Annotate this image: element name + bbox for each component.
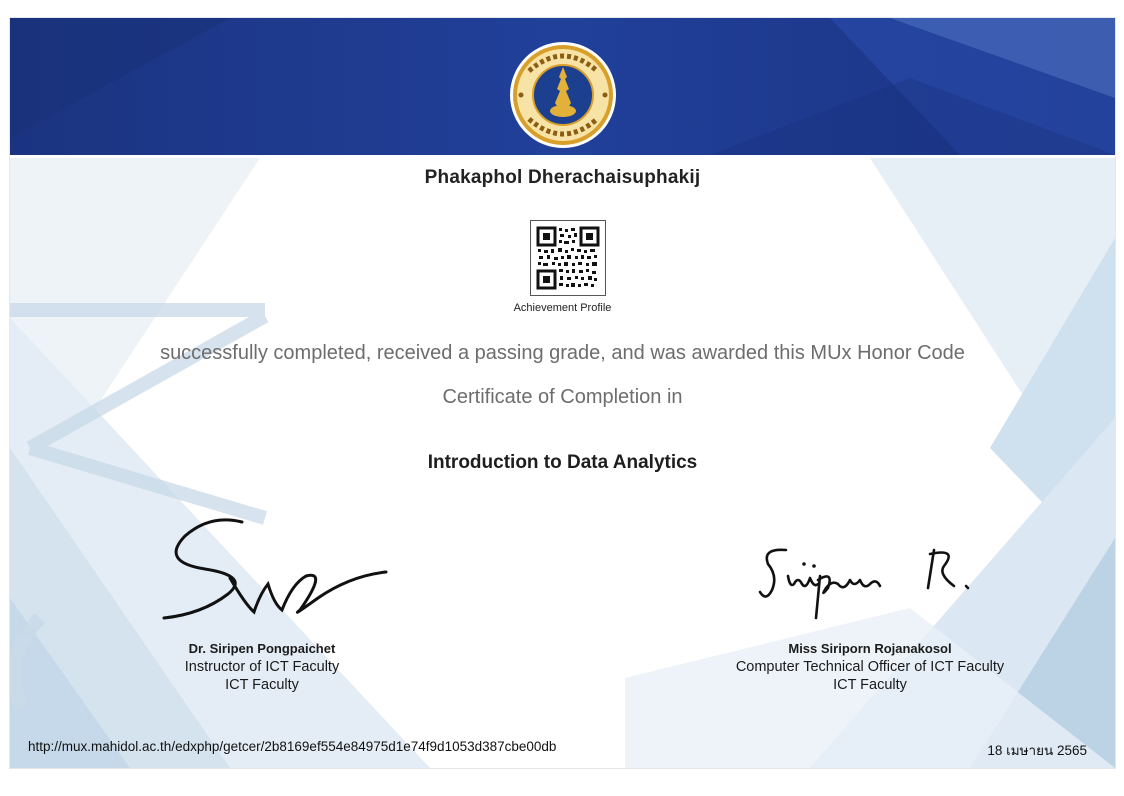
qr-code[interactable] (530, 220, 606, 296)
course-title: Introduction to Data Analytics (427, 452, 698, 473)
recipient-name: Phakaphol Dherachaisuphakij (424, 167, 701, 188)
certificate-type: Certificate of Completion in (442, 386, 683, 408)
qr-code-label: Achievement Profile (513, 302, 612, 314)
signer-right (670, 640, 1070, 694)
signer-left-org: ICT Faculty (225, 677, 299, 693)
university-seal-logo (509, 41, 617, 149)
signature-right (758, 540, 998, 630)
completion-statement: successfully completed, received a passing grade, and was awarded this MUx Honor Code (160, 342, 965, 364)
certificate (10, 18, 1115, 768)
signer-left-title: Instructor of ICT Faculty (184, 659, 340, 675)
signer-left (112, 640, 412, 694)
signature-left (150, 514, 390, 624)
verification-url[interactable]: http://mux.mahidol.ac.th/edxphp/getcer/2b8169ef554e84975d1e74f9d1053d387cbe00db (28, 739, 557, 754)
signer-right-title: Computer Technical Officer of ICT Faculty (735, 659, 1005, 675)
qr-code-icon (531, 221, 605, 295)
issue-date: 18 เมษายน 2565 (987, 743, 1087, 758)
signer-right-name: Miss Siriporn Rojanakosol (788, 641, 952, 656)
signer-right-org: ICT Faculty (833, 677, 907, 693)
signer-left-name: Dr. Siripen Pongpaichet (188, 641, 336, 656)
